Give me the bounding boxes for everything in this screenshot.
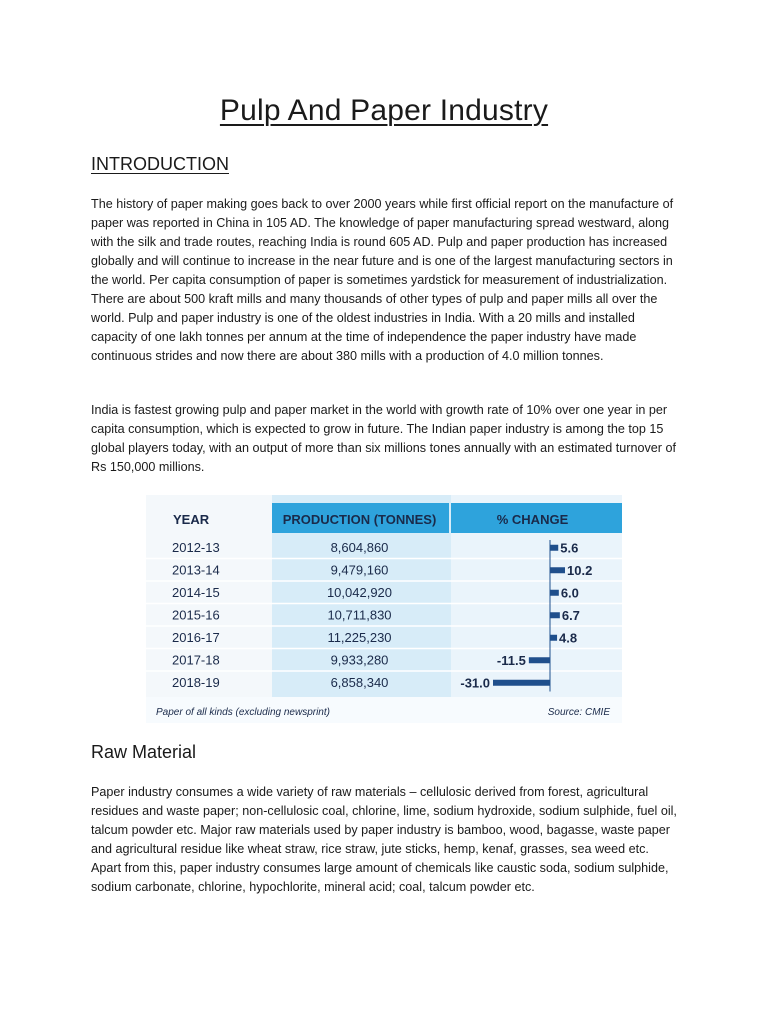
raw-material-paragraph: Paper industry consumes a wide variety of raw materials – cellulosic derived from forest, agricultural residues and waste paper; non-cellulosic coal, chlorine, lime, sodium hydroxide, sodium sulphide, fuel oil, talcum powder etc. Major raw materials used by paper industry is bamboo, wood, bagasse, waste paper and agricultural residue like wheat straw, rice straw, jute sticks, hemp, kenaf, grasses, sea weed etc. Apart from this, paper industry consumes large amount of chemicals like caustic soda, sodium sulphide, sodium carbonate, chlorine, hypochlorite, mineral acid; coal, talcum powder etc. [91, 785, 677, 894]
table-cell-year: 2017-18 [172, 652, 220, 668]
table-cell-year: 2018-19 [172, 674, 220, 690]
production-table [146, 495, 622, 723]
table-cell-year: 2013-14 [172, 562, 220, 578]
table-cell-year: 2015-16 [172, 607, 220, 623]
change-bar [529, 657, 550, 663]
header-production-label: PRODUCTION (TONNES) [282, 512, 437, 527]
change-bar [550, 567, 565, 573]
table-cell-production: 9,933,280 [330, 652, 389, 668]
change-bar [493, 680, 550, 686]
change-label: -31.0 [460, 675, 490, 691]
change-label: 10.2 [567, 562, 593, 578]
change-bar [550, 590, 559, 596]
change-bar [550, 545, 558, 551]
table-cell-production: 9,479,160 [330, 562, 389, 578]
change-bar [550, 612, 560, 618]
page-title: Pulp And Paper Industry [219, 94, 549, 127]
table-footnote: Paper of all kinds (excluding newsprint) [156, 707, 330, 718]
header-year-label: YEAR [173, 512, 210, 527]
table-cell-year: 2014-15 [172, 584, 220, 600]
header-change-label: % CHANGE [496, 512, 569, 527]
change-label: 6.0 [560, 585, 579, 601]
table-cell-production: 8,604,860 [330, 539, 389, 555]
table-cell-year: 2016-17 [172, 629, 220, 645]
change-bar [550, 635, 557, 641]
production-table-graphic [146, 495, 622, 723]
change-label: -11.5 [496, 652, 526, 668]
change-label: 5.6 [560, 540, 579, 556]
table-cell-year: 2012-13 [172, 539, 220, 555]
table-cell-production: 11,225,230 [327, 629, 392, 645]
raw-material-heading: Raw Material [91, 742, 197, 762]
introduction-heading: INTRODUCTION [91, 154, 229, 174]
table-cell-production: 10,042,920 [326, 584, 393, 600]
table-cell-production: 10,711,830 [327, 607, 392, 623]
change-label: 4.8 [559, 630, 578, 646]
change-label: 6.7 [561, 607, 580, 623]
intro-paragraph-1: The history of paper making goes back to over 2000 years while first official report on the manufacture of paper was reported in China in 105 AD. The knowledge of paper manufacturing spread westward, along with the silk and trade routes, reaching India is round 605 AD. Pulp and paper production has increased globally and will continue to increase in the near future and is one of the largest manufacturing sectors in the world. Per capita consumption of paper is sometimes yardstick for measurement of industrialization. There are about 500 kraft mills and many thousands of other types of pulp and paper mills all over the world. Pulp and paper industry is one of the oldest industries in India. With a 20 mills and installed capacity of one lakh tonnes per annum at the time of independence the paper industry have made continuous strides and now there are about 380 mills with a production of 4.0 million tonnes. [91, 197, 674, 363]
intro-paragraph-2: India is fastest growing pulp and paper market in the world with growth rate of 10% over one year in per capita consumption, which is expected to grow in future. The Indian paper industry is among the top 15 global players today, with an output of more than six millions tones annually with an estimated turnover of Rs 150,000 millions. [91, 403, 676, 474]
table-cell-production: 6,858,340 [330, 674, 389, 690]
table-source: Source: CMIE [547, 707, 610, 718]
